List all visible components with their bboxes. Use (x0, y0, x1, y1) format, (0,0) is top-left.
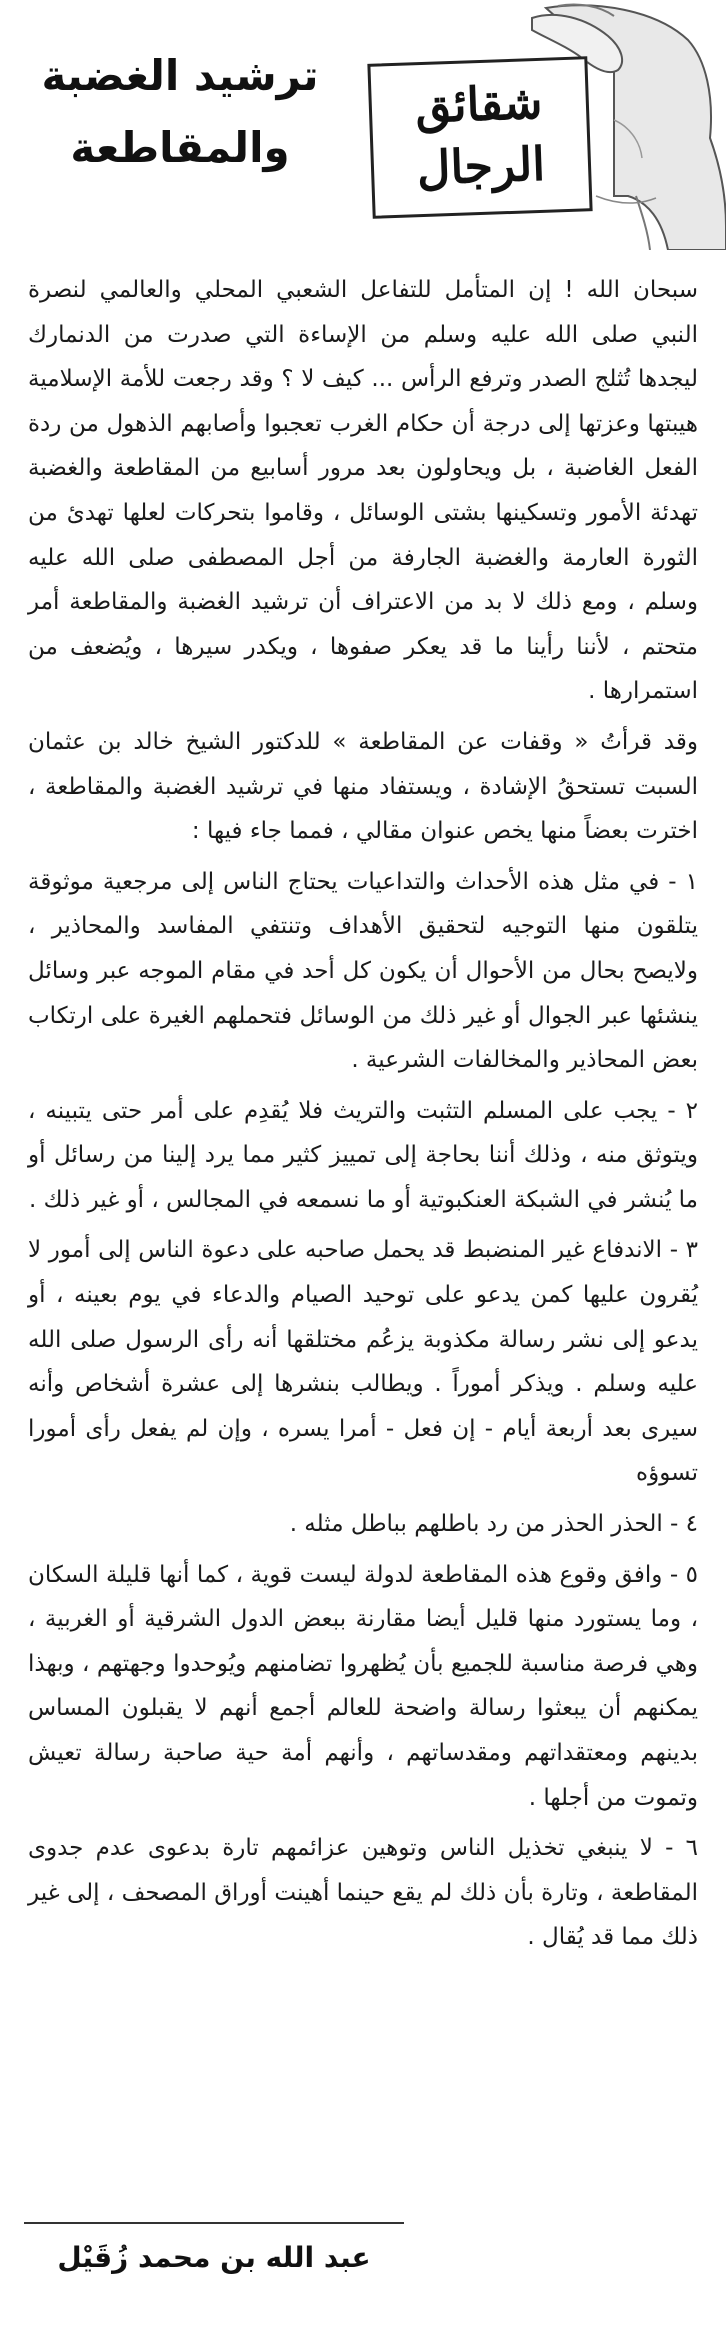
article-point: ٣ - الاندفاع غير المنضبط قد يحمل صاحبه على دعوة الناس إلى أمور لا يُقرون عليها كمن يدعو على توحيد الصيام والدعاء في يوم بعينه ، أو يدعو إلى نشر رسالة مكذوبة يزعُم مختلقها أنه رأى الرسول صلى الله عليه وسلم . ويذكر أموراً . ويطالب بنشرها إلى عشرة أشخاص وأنه سيرى بعد أربعة أيام - إن فعل - أمرا يسره ، وإن لم يفعل رأى أمورا تسوؤه (28, 1237, 698, 1487)
headline-line2: والمقاطعة (70, 123, 290, 172)
column-name-line2: الرجال (416, 136, 546, 196)
article-paragraph: وقد قرأتُ « وقفات عن المقاطعة » للدكتور الشيخ خالد بن عثمان السبت تستحقُ الإشادة ، ويستفاد منها في ترشيد الغضبة والمقاطعة ، اخترت بعضاً منها يخص عنوان مقالي ، فمما جاء فيها : (28, 728, 698, 845)
byline-divider (24, 2222, 404, 2224)
article-point: ٤ - الحذر الحذر من رد باطلهم بباطل مثله . (289, 1511, 698, 1538)
headline-line1: ترشيد الغضبة (41, 51, 319, 100)
article-body (28, 268, 698, 1966)
column-header (0, 0, 726, 250)
article-headline (10, 40, 350, 184)
article-paragraph: سبحان الله ! إن المتأمل للتفاعل الشعبي المحلي والعالمي لنصرة النبي صلى الله عليه وسلم من الإساءة التي صدرت من الدنمارك ليجدها تُثلج الصدر وترفع الرأس ... كيف لا ؟ وقد رجعت للأمة الإسلامية هيبتها وعزتها إلى درجة أن حكام الغرب تعجبوا وأصابهم الذهول من ردة الفعل الغاضبة ، بل ويحاولون بعد مرور أسابيع من المقاطعة والغضبة تهدئة الأمور وتسكينها بشتى الوسائل ، وقاموا بتحركات لعلها تهدئ من الثورة العارمة والغضبة الجارفة من أجل المصطفى صلى الله عليه وسلم ، ومع ذلك لا بد من الاعتراف أن ترشيد الغضبة والمقاطعة أمر متحتم ، لأننا رأينا ما قد يعكر صفوها ، ويكدر سيرها ، ويُضعف من استمرارها . (28, 277, 698, 705)
article-point: ٦ - لا ينبغي تخذيل الناس وتوهين عزائمهم تارة بدعوى عدم جدوى المقاطعة ، وتارة بأن ذلك لم يقع حينما أهينت أوراق المصحف ، إلى غير ذلك مما قد يُقال . (28, 1835, 698, 1951)
article-point: ٢ - يجب على المسلم التثبت والتريث فلا يُقدِم على أمر حتى يتبينه ، ويتوثق منه ، وذلك أننا بحاجة إلى تمييز كثير مما يرد إلينا من رسائل أو ما يُنشر في الشبكة العنكبوتية أو ما نسمعه في المجالس ، أو غير ذلك . (28, 1097, 698, 1213)
author-byline: عبد الله بن محمد زُقَيْل (57, 2241, 371, 2274)
article-point: ١ - في مثل هذه الأحداث والتداعيات يحتاج الناس إلى مرجعية موثوقة يتلقون منها التوجيه لتحقيق الأهداف وتنتفي المفاسد والمحاذير ، ولايصح بحال من الأحوال أن يكون كل أحد في مقام الموجه عبر وسائل ينشئها عبر الجوال أو غير ذلك من الوسائل فتحملهم الغيرة على ارتكاب بعض المحاذير والمخالفات الشرعية . (28, 868, 698, 1074)
article-point: ٥ - وافق وقوع هذه المقاطعة لدولة ليست قوية ، كما أنها قليلة السكان ، وما يستورد منها قليل أيضا مقارنة ببعض الدول الشرقية أو الغربية ، وهي فرصة مناسبة للجميع بأن يُظهروا تضامنهم ويُوحدوا وجهتهم ، وبهذا يمكنهم أن يبعثوا رسالة واضحة للعالم أجمع أنهم لا يقبلون المساس بدينهم ومعتقداتهم ومقدساتهم ، وأنهم أمة حية صاحبة رسالة تعيش وتموت من أجلها . (28, 1561, 698, 1811)
column-name-line1: شقائق (414, 74, 544, 134)
column-name-card (367, 56, 592, 219)
